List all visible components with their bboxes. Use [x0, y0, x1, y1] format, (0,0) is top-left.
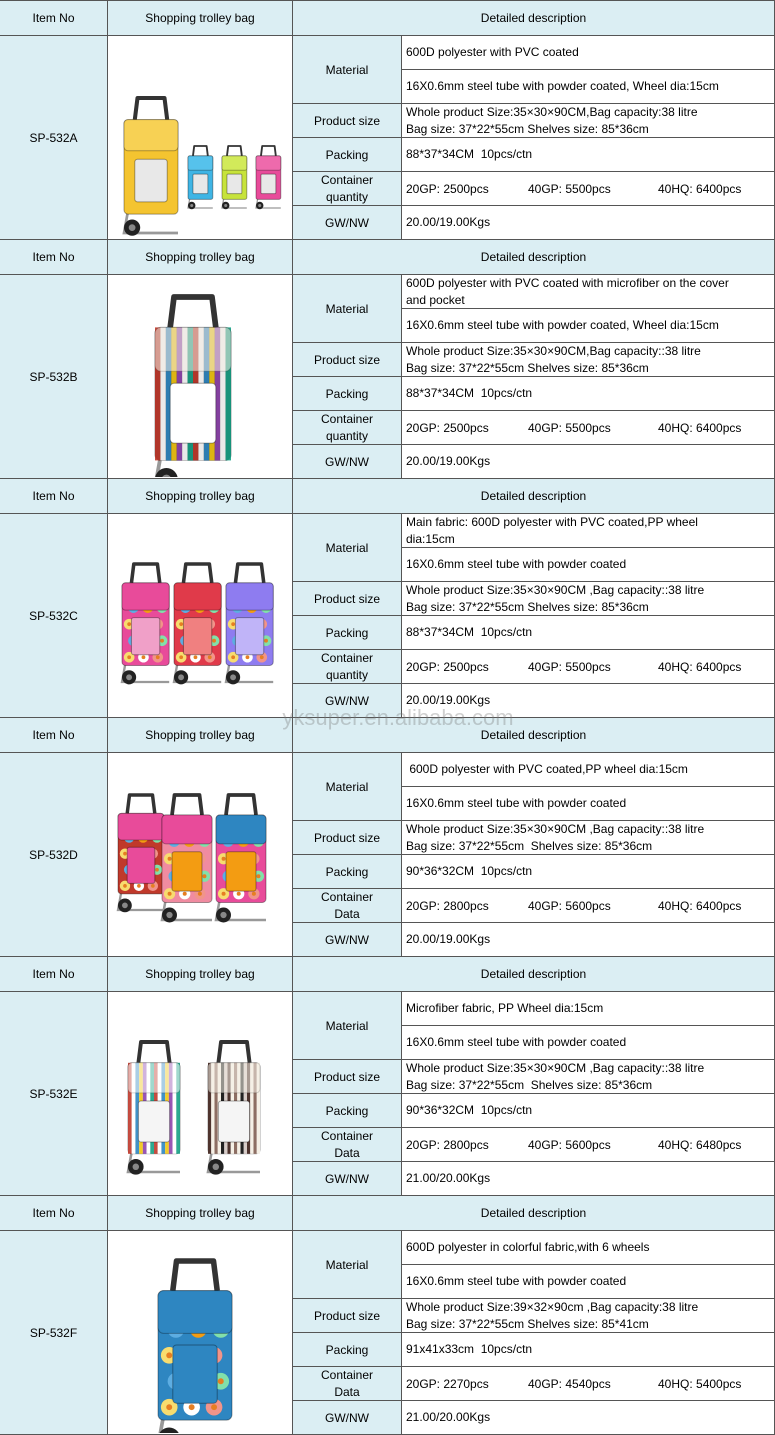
header-description-text: Detailed description: [480, 489, 587, 503]
label-gw-nw-cell: [293, 1401, 402, 1435]
label-container-cell: [293, 1367, 402, 1401]
header-description-text: Detailed description: [480, 967, 587, 981]
product-size-line-2: Bag size: 37*22*55cm Shelves size: 85*36cm: [406, 121, 649, 136]
item-number-cell: [0, 1231, 108, 1435]
label-material-cell: [293, 1231, 402, 1299]
product-size-line-1: Whole product Size:39×32×90cm ,Bag capacity:38 litre: [406, 1299, 699, 1314]
product-size-value: [402, 343, 775, 377]
product-size-line-2: Bag size: 37*22*55cm Shelves size: 85*36cm: [406, 599, 649, 614]
gw-nw-text: 20.00/19.00Kgs: [406, 454, 491, 468]
material-text-line: dia:15cm: [406, 531, 455, 546]
gw-nw-text: 20.00/19.00Kgs: [406, 932, 491, 946]
label-product-size: Product size: [313, 113, 381, 128]
header-item-no-text: Item No: [32, 1206, 75, 1220]
label-material: Material: [325, 1018, 369, 1033]
container-20gp: 20GP: 2500pcs: [406, 181, 489, 196]
header-description-text: Detailed description: [480, 1206, 587, 1220]
label-container: Container quantity: [320, 650, 374, 682]
label-product-size-cell: [293, 582, 402, 616]
product-size-line-1: Whole product Size:35×30×90CM ,Bag capacity::38 litre: [406, 582, 705, 597]
header-product: [108, 718, 293, 753]
product-image-three-flower-print-trolley-bags-icon: [110, 755, 290, 955]
packing-value: [402, 1094, 775, 1128]
container-40hq: 40HQ: 6480pcs: [658, 1137, 742, 1152]
material-frame-text: 16X0.6mm steel tube with powder coated: [406, 557, 627, 571]
container-value: [402, 411, 775, 445]
container-value: [402, 1367, 775, 1401]
label-container-cell: [293, 172, 402, 206]
header-product-text: Shopping trolley bag: [145, 728, 255, 742]
product-size-value: [402, 821, 775, 855]
material-text-line: 600D polyester with PVC coated: [406, 45, 579, 59]
product-image-two-striped-trolley-bags-icon: [110, 994, 290, 1194]
item-number-cell: [0, 753, 108, 957]
header-item-no: [0, 1196, 108, 1231]
container-20gp: 20GP: 2500pcs: [406, 420, 489, 435]
packing-text: 90*36*32CM 10pcs/ctn: [406, 864, 533, 878]
label-material-cell: [293, 992, 402, 1060]
label-material-cell: [293, 514, 402, 582]
item-number-cell: [0, 36, 108, 240]
header-item-no: [0, 718, 108, 753]
product-image-black-striped-trolley-bag-icon: [110, 277, 290, 477]
label-gw-nw: GW/NW: [325, 932, 369, 947]
label-packing-cell: [293, 616, 402, 650]
gw-nw-value: [402, 1401, 775, 1435]
container-20gp: 20GP: 2800pcs: [406, 898, 489, 913]
label-product-size: Product size: [313, 352, 381, 367]
label-container-cell: [293, 650, 402, 684]
header-product: [108, 1, 293, 36]
label-material-cell: [293, 275, 402, 343]
product-size-value: [402, 1299, 775, 1333]
label-material: Material: [325, 301, 369, 316]
material-frame: [402, 1265, 775, 1299]
header-item-no-text: Item No: [32, 11, 75, 25]
material-main-fabric: [402, 275, 775, 309]
material-text-line: Main fabric: 600D polyester with PVC coated,PP wheel: [406, 514, 698, 529]
header-description: [293, 1196, 775, 1231]
container-40hq: 40HQ: 6400pcs: [658, 181, 742, 196]
container-40gp: 40GP: 5500pcs: [528, 659, 611, 674]
header-item-no-text: Item No: [32, 489, 75, 503]
label-container-cell: [293, 1128, 402, 1162]
gw-nw-value: [402, 206, 775, 240]
label-product-size-cell: [293, 821, 402, 855]
label-container: Container Data: [320, 1128, 374, 1160]
product-size-line-2: Bag size: 37*22*55cm Shelves size: 85*36cm: [406, 838, 653, 853]
gw-nw-text: 21.00/20.00Kgs: [406, 1171, 491, 1185]
packing-value: [402, 138, 775, 172]
header-item-no: [0, 240, 108, 275]
header-item-no-text: Item No: [32, 728, 75, 742]
label-gw-nw-cell: [293, 1162, 402, 1196]
label-gw-nw: GW/NW: [325, 454, 369, 469]
container-20gp: 20GP: 2270pcs: [406, 1376, 489, 1391]
packing-value: [402, 855, 775, 889]
header-product: [108, 479, 293, 514]
label-packing: Packing: [325, 625, 369, 640]
container-40gp: 40GP: 5500pcs: [528, 181, 611, 196]
label-packing: Packing: [325, 864, 369, 879]
item-number: SP-532E: [29, 1086, 78, 1101]
product-size-value: [402, 582, 775, 616]
label-gw-nw: GW/NW: [325, 693, 369, 708]
material-text-line: 600D polyester with PVC coated with microfiber on the cover: [406, 275, 729, 290]
product-size-line-2: Bag size: 37*22*55cm Shelves size: 85*36cm: [406, 360, 649, 375]
product-image-six-wheel-floral-trolley-bag-icon: [110, 1233, 290, 1433]
label-packing-cell: [293, 1333, 402, 1367]
label-product-size-cell: [293, 1299, 402, 1333]
product-size-line-1: Whole product Size:35×30×90CM ,Bag capacity::38 litre: [406, 821, 705, 836]
product-size-line-1: Whole product Size:35×30×90CM,Bag capacity:38 litre: [406, 104, 698, 119]
label-packing: Packing: [325, 1103, 369, 1118]
product-image-cell: [108, 753, 293, 957]
header-description-text: Detailed description: [480, 728, 587, 742]
label-product-size: Product size: [313, 591, 381, 606]
label-gw-nw-cell: [293, 923, 402, 957]
material-frame-text: 16X0.6mm steel tube with powder coated, Wheel dia:15cm: [406, 318, 719, 332]
header-description: [293, 957, 775, 992]
header-description: [293, 479, 775, 514]
label-product-size-cell: [293, 1060, 402, 1094]
label-packing: Packing: [325, 147, 369, 162]
header-description: [293, 1, 775, 36]
container-40gp: 40GP: 4540pcs: [528, 1376, 611, 1391]
material-text-line: Microfiber fabric, PP Wheel dia:15cm: [406, 1001, 604, 1015]
product-image-cell: [108, 1231, 293, 1435]
gw-nw-value: [402, 1162, 775, 1196]
label-material-cell: [293, 753, 402, 821]
label-material: Material: [325, 1257, 369, 1272]
packing-text: 90*36*32CM 10pcs/ctn: [406, 1103, 533, 1117]
label-product-size: Product size: [313, 830, 381, 845]
container-40gp: 40GP: 5500pcs: [528, 420, 611, 435]
container-40hq: 40HQ: 6400pcs: [658, 898, 742, 913]
header-item-no-text: Item No: [32, 250, 75, 264]
container-40hq: 40HQ: 6400pcs: [658, 659, 742, 674]
material-main-fabric: [402, 753, 775, 787]
packing-text: 88*37*34CM 10pcs/ctn: [406, 386, 533, 400]
header-item-no: [0, 1, 108, 36]
gw-nw-value: [402, 445, 775, 479]
material-frame: [402, 309, 775, 343]
material-frame: [402, 787, 775, 821]
label-gw-nw-cell: [293, 684, 402, 718]
label-product-size-cell: [293, 104, 402, 138]
header-description-text: Detailed description: [480, 250, 587, 264]
material-text-line: 600D polyester in colorful fabric,with 6 wheels: [406, 1240, 650, 1254]
container-20gp: 20GP: 2800pcs: [406, 1137, 489, 1152]
product-image-four-trolley-bags-yellow-blue-green-pink-icon: [110, 38, 290, 238]
item-number: SP-532C: [29, 608, 78, 623]
label-gw-nw: GW/NW: [325, 1410, 369, 1425]
label-gw-nw-cell: [293, 445, 402, 479]
label-gw-nw: GW/NW: [325, 215, 369, 230]
product-image-cell: [108, 275, 293, 479]
packing-text: 88*37*34CM 10pcs/ctn: [406, 625, 533, 639]
label-packing-cell: [293, 138, 402, 172]
item-number-cell: [0, 275, 108, 479]
label-packing-cell: [293, 1094, 402, 1128]
container-value: [402, 889, 775, 923]
material-frame: [402, 1026, 775, 1060]
item-number: SP-532A: [29, 130, 78, 145]
packing-value: [402, 616, 775, 650]
packing-text: 91x41x33cm 10pcs/ctn: [406, 1342, 533, 1356]
label-container: Container quantity: [320, 172, 374, 204]
header-product: [108, 957, 293, 992]
label-packing-cell: [293, 855, 402, 889]
gw-nw-value: [402, 923, 775, 957]
material-main-fabric: [402, 514, 775, 548]
product-size-line-2: Bag size: 37*22*55cm Shelves size: 85*36cm: [406, 1077, 653, 1092]
item-number: SP-532D: [29, 847, 78, 862]
material-frame-text: 16X0.6mm steel tube with powder coated, Wheel dia:15cm: [406, 79, 719, 93]
label-product-size-cell: [293, 343, 402, 377]
gw-nw-text: 20.00/19.00Kgs: [406, 693, 491, 707]
material-frame-text: 16X0.6mm steel tube with powder coated: [406, 1274, 627, 1288]
packing-value: [402, 1333, 775, 1367]
material-frame-text: 16X0.6mm steel tube with powder coated: [406, 796, 627, 810]
header-product-text: Shopping trolley bag: [145, 967, 255, 981]
product-size-line-1: Whole product Size:35×30×90CM,Bag capacity::38 litre: [406, 343, 701, 358]
label-container: Container quantity: [320, 411, 374, 443]
label-product-size: Product size: [313, 1308, 381, 1323]
container-value: [402, 1128, 775, 1162]
product-image-cell: [108, 36, 293, 240]
material-frame-text: 16X0.6mm steel tube with powder coated: [406, 1035, 627, 1049]
packing-text: 88*37*34CM 10pcs/ctn: [406, 147, 533, 161]
label-gw-nw-cell: [293, 206, 402, 240]
material-main-fabric: [402, 992, 775, 1026]
item-number: SP-532B: [29, 369, 78, 384]
label-packing: Packing: [325, 386, 369, 401]
product-image-cell: [108, 514, 293, 718]
label-gw-nw: GW/NW: [325, 1171, 369, 1186]
header-product-text: Shopping trolley bag: [145, 250, 255, 264]
container-value: [402, 172, 775, 206]
label-container: Container Data: [320, 1367, 374, 1399]
item-number-cell: [0, 992, 108, 1196]
header-product-text: Shopping trolley bag: [145, 1206, 255, 1220]
header-description-text: Detailed description: [480, 11, 587, 25]
header-item-no: [0, 957, 108, 992]
header-product: [108, 240, 293, 275]
container-20gp: 20GP: 2500pcs: [406, 659, 489, 674]
label-packing: Packing: [325, 1342, 369, 1357]
label-product-size: Product size: [313, 1069, 381, 1084]
item-number: SP-532F: [29, 1325, 78, 1340]
packing-value: [402, 377, 775, 411]
header-description: [293, 718, 775, 753]
item-number-cell: [0, 514, 108, 718]
label-container-cell: [293, 411, 402, 445]
container-value: [402, 650, 775, 684]
product-size-line-1: Whole product Size:35×30×90CM ,Bag capacity::38 litre: [406, 1060, 705, 1075]
label-material: Material: [325, 779, 369, 794]
product-size-line-2: Bag size: 37*22*55cm Shelves size: 85*41cm: [406, 1316, 649, 1331]
header-item-no: [0, 479, 108, 514]
header-product-text: Shopping trolley bag: [145, 11, 255, 25]
gw-nw-text: 21.00/20.00Kgs: [406, 1410, 491, 1424]
header-item-no-text: Item No: [32, 967, 75, 981]
header-description: [293, 240, 775, 275]
material-text-line: 600D polyester with PVC coated,PP wheel dia:15cm: [406, 762, 688, 776]
product-image-three-floral-trolley-bags-pink-red-purple-icon: [110, 516, 290, 716]
label-packing-cell: [293, 377, 402, 411]
product-image-cell: [108, 992, 293, 1196]
gw-nw-text: 20.00/19.00Kgs: [406, 215, 491, 229]
label-material: Material: [325, 62, 369, 77]
gw-nw-value: [402, 684, 775, 718]
material-frame: [402, 70, 775, 104]
material-main-fabric: [402, 36, 775, 70]
label-material: Material: [325, 540, 369, 555]
watermark: yksuper.en.alibaba.com: [282, 705, 514, 730]
label-material-cell: [293, 36, 402, 104]
container-40gp: 40GP: 5600pcs: [528, 898, 611, 913]
container-40gp: 40GP: 5600pcs: [528, 1137, 611, 1152]
label-container-cell: [293, 889, 402, 923]
product-size-value: [402, 104, 775, 138]
container-40hq: 40HQ: 6400pcs: [658, 420, 742, 435]
header-product-text: Shopping trolley bag: [145, 489, 255, 503]
container-40hq: 40HQ: 5400pcs: [658, 1376, 742, 1391]
material-text-line: and pocket: [406, 292, 465, 307]
material-frame: [402, 548, 775, 582]
header-product: [108, 1196, 293, 1231]
material-main-fabric: [402, 1231, 775, 1265]
label-container: Container Data: [320, 889, 374, 921]
product-size-value: [402, 1060, 775, 1094]
